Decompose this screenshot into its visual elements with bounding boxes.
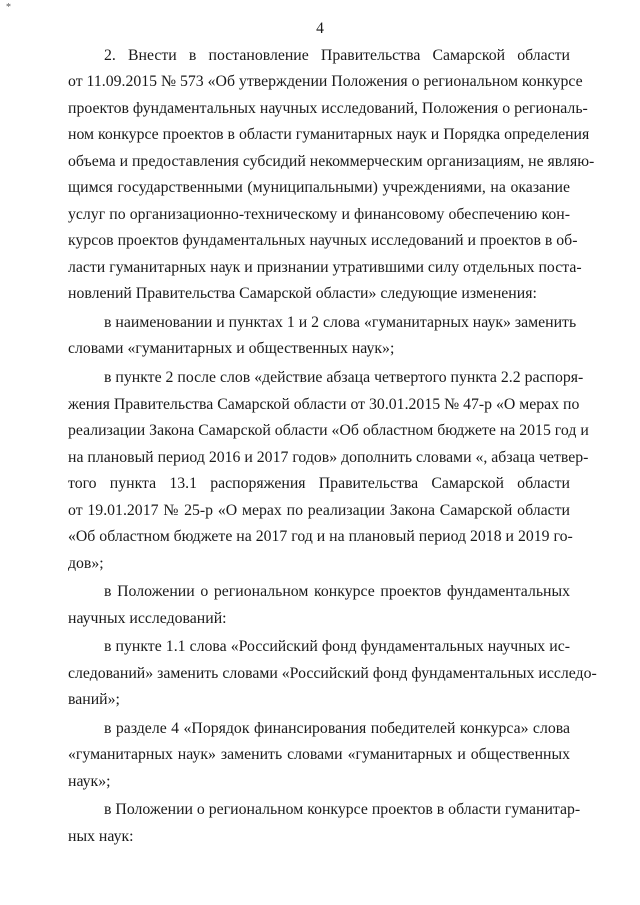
text-line: проектов фундаментальных научных исследований, Положения о региональ-: [68, 100, 588, 117]
text-line: в наименовании и пунктах 1 и 2 слова «гуманитарных наук» заменить: [104, 314, 577, 331]
text-line: на плановый период 2016 и 2017 годов» дополнить словами «, абзаца четвер-: [68, 449, 589, 466]
text-line: ваний»;: [68, 691, 120, 708]
text-line: в Положении о региональном конкурсе проектов в области гуманитар-: [104, 801, 581, 818]
text-line: дов»;: [68, 555, 104, 572]
text-line: ных наук:: [68, 828, 134, 845]
text-line: от 19.01.2017 № 25-р «О мерах по реализации Закона Самарской области: [68, 502, 570, 519]
text-line: новлений Правительства Самарской области» следующие изменения:: [68, 285, 537, 302]
text-line: в пункте 1.1 слова «Российский фонд фундаментальных научных ис-: [104, 638, 570, 655]
text-line: «Об областном бюджете на 2017 год и на плановый период 2018 и 2019 го-: [68, 528, 573, 545]
text-line: того пункта 13.1 распоряжения Правительства Самарской области: [68, 475, 570, 492]
text-line: ласти гуманитарных наук и признании утратившими силу отдельных поста-: [68, 259, 582, 276]
page-number: 4: [316, 20, 324, 37]
text-line: в пункте 2 после слов «действие абзаца четвертого пункта 2.2 распоря-: [104, 369, 584, 386]
text-line: реализации Закона Самарской области «Об областном бюджете на 2015 год и: [68, 422, 589, 439]
text-line: объема и предоставления субсидий некоммерческим организациям, не являю-: [68, 153, 595, 170]
text-line: курсов проектов фундаментальных научных исследований и проектов в об-: [68, 232, 578, 249]
corner-mark: *: [6, 2, 11, 13]
text-line: словами «гуманитарных и общественных наук»;: [68, 340, 395, 357]
text-line: щимся государственными (муниципальными) учреждениями, на оказание: [68, 179, 570, 196]
text-line: от 11.09.2015 № 573 «Об утверждении Положения о региональном конкурсе: [68, 73, 583, 90]
text-line: жения Правительства Самарской области от 30.01.2015 № 47-р «О мерах по: [68, 396, 580, 413]
text-line: в разделе 4 «Порядок финансирования победителей конкурса» слова: [104, 720, 570, 737]
text-line: 2. Внести в постановление Правительства Самарской области: [104, 47, 570, 64]
text-line: услуг по организационно-техническому и финансовому обеспечению кон-: [68, 206, 570, 223]
text-line: ном конкурсе проектов в области гуманитарных наук и Порядка определения: [68, 126, 590, 143]
text-line: «гуманитарных наук» заменить словами «гуманитарных и общественных: [68, 746, 570, 763]
text-line: наук»;: [68, 773, 111, 790]
text-line: научных исследований:: [68, 610, 227, 627]
text-line: следований» заменить словами «Российский фонд фундаментальных исследо-: [68, 665, 597, 682]
text-line: в Положении о региональном конкурсе проектов фундаментальных: [104, 583, 570, 600]
